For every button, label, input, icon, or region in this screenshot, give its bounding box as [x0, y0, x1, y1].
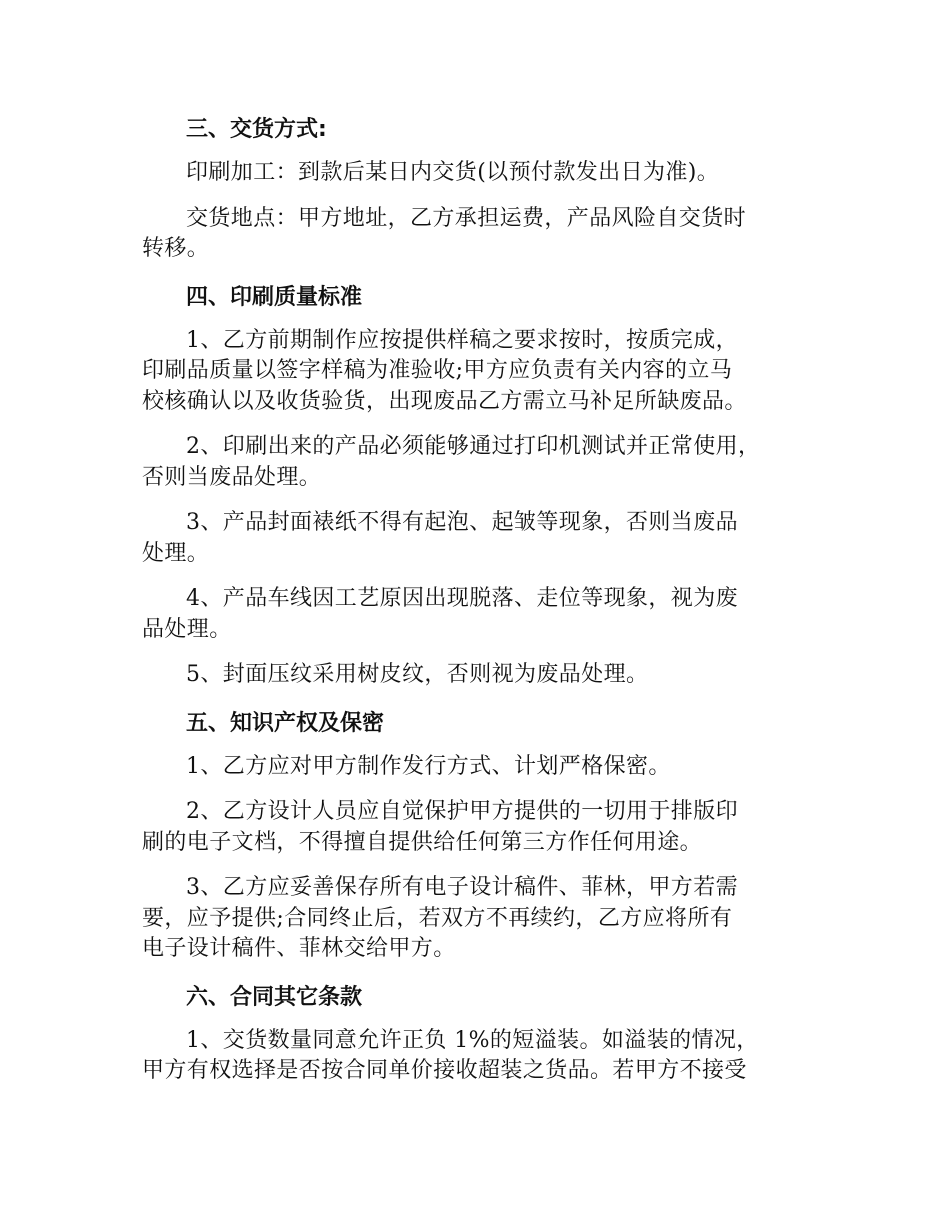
section-heading-other-terms: 六、合同其它条款 [186, 984, 363, 1010]
text-line: 电子设计稿件、菲林交给甲方。 [142, 936, 456, 961]
paragraph [142, 326, 810, 418]
text-line: 1、交货数量同意允许正负 1%的短溢装。如溢装的情况， [186, 1027, 759, 1053]
text-line: 1、乙方应对甲方制作发行方式、计划严格保密。 [186, 753, 671, 779]
section-heading-ip-confidentiality: 五、知识产权及保密 [186, 710, 385, 736]
section-heading-quality: 四、印刷质量标准 [186, 284, 363, 310]
paragraph [142, 797, 810, 858]
paragraph [142, 752, 810, 783]
text-line: 交货地点：甲方地址，乙方承担运费，产品风险自交货时 [186, 205, 747, 231]
text-line: 校核确认以及收货验货，出现废品乙方需立马补足所缺废品。 [142, 388, 747, 414]
text-line: 4、产品车线因工艺原因出现脱落、走位等现象，视为废 [186, 586, 738, 611]
text-line: 甲方有权选择是否按合同单价接收超装之货品。若甲方不接受 [142, 1058, 747, 1083]
text-line: 要，应予提供;合同终止后，若双方不再续约，乙方应将所有 [142, 905, 733, 931]
text-line: 1、乙方前期制作应按提供样稿之要求按时，按质完成， [186, 327, 738, 353]
paragraph [142, 204, 810, 265]
text-line: 否则当废品处理。 [142, 464, 322, 490]
paragraph [142, 158, 810, 189]
text-line: 品处理。 [142, 616, 232, 642]
text-line: 3、产品封面裱纸不得有起泡、起皱等现象，否则当废品 [186, 510, 738, 535]
text-line: 5、封面压纹采用树皮纹，否则视为废品处理。 [186, 662, 649, 687]
paragraph [142, 873, 810, 965]
section-heading-delivery: 三、交货方式: [186, 117, 327, 142]
document-page [142, 112, 810, 1102]
text-line: 转移。 [142, 236, 210, 261]
paragraph [142, 660, 810, 691]
paragraph [142, 508, 810, 569]
text-line: 2、印刷出来的产品必须能够通过打印机测试并正常使用， [186, 434, 761, 459]
text-line: 2、乙方设计人员应自觉保护甲方提供的一切用于排版印 [186, 799, 738, 824]
paragraph [142, 584, 810, 645]
text-line: 刷的电子文档，不得擅自提供给任何第三方作任何用途。 [142, 829, 703, 855]
text-line: 3、乙方应妥善保存所有电子设计稿件、菲林，甲方若需 [186, 875, 738, 900]
paragraph [142, 1026, 810, 1087]
text-line: 印刷品质量以签字样稿为准验收;甲方应负责有关内容的立马 [142, 358, 733, 383]
text-line: 印刷加工：到款后某日内交货(以预付款发出日为准)。 [186, 160, 720, 185]
paragraph [142, 432, 810, 493]
text-line: 处理。 [142, 540, 210, 566]
